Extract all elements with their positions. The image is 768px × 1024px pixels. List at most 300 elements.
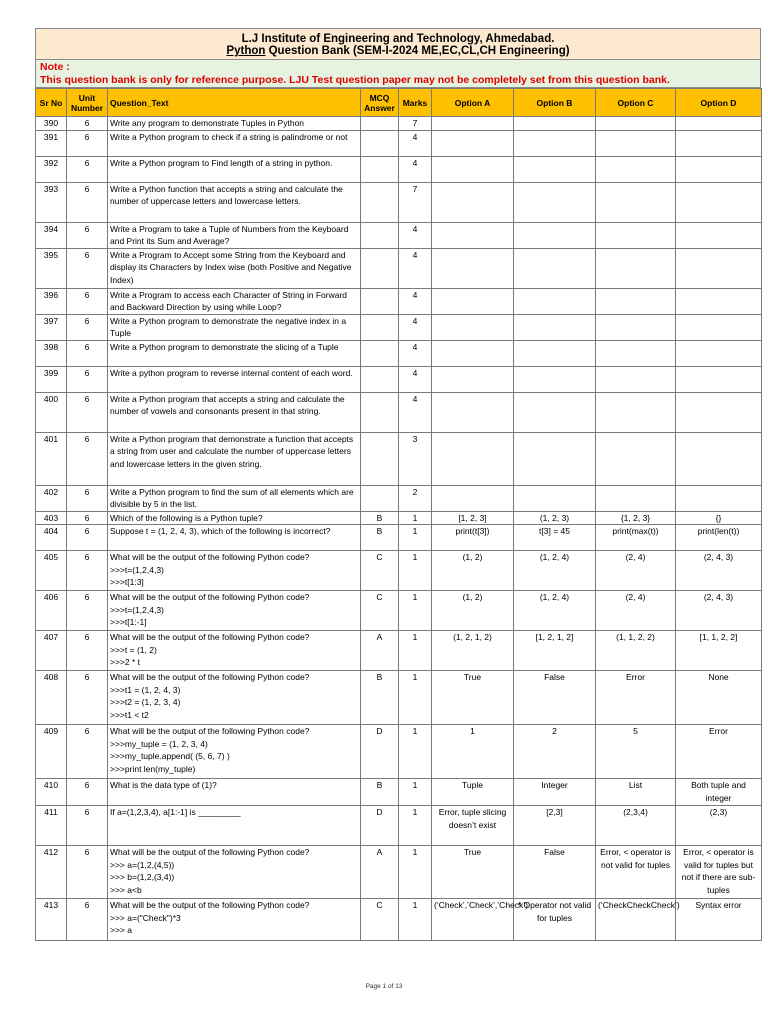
sr-no-cell: 390	[36, 117, 67, 131]
option-d-cell: (2,3)	[676, 806, 762, 846]
question-text-cell	[108, 314, 361, 340]
unit-number-cell: 6	[67, 846, 108, 899]
marks-cell: 4	[399, 156, 432, 182]
question-line: What will be the output of the following Python code?	[110, 672, 310, 682]
sr-no-cell: 392	[36, 156, 67, 182]
option-d-cell	[676, 182, 762, 222]
option-c-cell: (2, 4)	[596, 551, 676, 591]
marks-cell: 4	[399, 366, 432, 392]
question-line: Write a Python program to find the sum of all elements which are divisible by 5 in the list.	[110, 486, 356, 509]
question-line: >>>t1 < t2	[110, 709, 149, 720]
question-line: Suppose t = (1, 2, 4, 3), which of the following is incorrect?	[110, 526, 331, 536]
question-line: >>>my_tuple.append( (5, 6, 7) )	[110, 751, 230, 761]
table-row	[36, 366, 762, 392]
marks-cell: 1	[399, 846, 432, 899]
option-a-cell: True	[432, 846, 514, 899]
sr-no-cell: 412	[36, 846, 67, 899]
table-row	[36, 288, 762, 314]
questions-table	[35, 88, 762, 941]
option-b-cell	[514, 432, 596, 485]
mcq-answer-cell: B	[361, 525, 399, 551]
option-b-cell	[514, 366, 596, 392]
table-row	[36, 314, 762, 340]
option-b-cell	[514, 248, 596, 288]
mcq-answer-cell	[361, 117, 399, 131]
option-c-cell	[596, 130, 676, 156]
option-d-cell	[676, 130, 762, 156]
marks-cell: 4	[399, 340, 432, 366]
sr-no-cell: 391	[36, 130, 67, 156]
sr-no-cell: 402	[36, 485, 67, 511]
question-line: >>>t=(1,2,4,3)	[110, 604, 164, 615]
option-a-cell	[432, 288, 514, 314]
sr-no-cell: 393	[36, 182, 67, 222]
table-row	[36, 725, 762, 779]
subject-name: Python	[226, 45, 266, 57]
table-row	[36, 432, 762, 485]
sr-no-cell: 407	[36, 631, 67, 671]
col-header-unit-number: Unit Number	[67, 89, 108, 117]
option-b-cell	[514, 314, 596, 340]
unit-number-cell: 6	[67, 432, 108, 485]
sr-no-cell: 394	[36, 222, 67, 248]
option-d-cell: {}	[676, 511, 762, 525]
question-text-cell	[108, 130, 361, 156]
option-d-cell	[676, 432, 762, 485]
question-text-cell	[108, 631, 361, 671]
mcq-answer-cell	[361, 288, 399, 314]
question-text-cell	[108, 511, 361, 525]
unit-number-cell: 6	[67, 551, 108, 591]
marks-cell: 3	[399, 432, 432, 485]
unit-number-cell: 6	[67, 248, 108, 288]
question-line: Write any program to demonstrate Tuples in Python	[110, 118, 305, 128]
col-header-option-c: Option C	[596, 89, 676, 117]
question-text-cell	[108, 366, 361, 392]
question-line: What will be the output of the following Python code?	[110, 592, 310, 602]
marks-cell: 1	[399, 671, 432, 725]
question-line: If a=(1,2,3,4), a[1:-1] is _________	[110, 807, 241, 817]
option-c-cell: print(max(t))	[596, 525, 676, 551]
option-b-cell: False	[514, 671, 596, 725]
question-text-cell	[108, 288, 361, 314]
marks-cell: 7	[399, 117, 432, 131]
mcq-answer-cell	[361, 485, 399, 511]
option-d-cell	[676, 340, 762, 366]
unit-number-cell: 6	[67, 117, 108, 131]
question-line: Write a python program to reverse internal content of each word.	[110, 367, 353, 378]
sr-no-cell: 398	[36, 340, 67, 366]
question-text-cell	[108, 846, 361, 899]
option-c-cell	[596, 222, 676, 248]
question-bank-title-rest: Question Bank (SEM-I-2024 ME,EC,CL,CH Engineering)	[265, 45, 570, 57]
question-line: What will be the output of the following Python code?	[110, 900, 310, 910]
option-a-cell	[432, 314, 514, 340]
sr-no-cell: 401	[36, 432, 67, 485]
option-d-cell: Error	[676, 725, 762, 779]
question-line: >>> a=("Check")*3	[110, 912, 181, 923]
option-c-cell: (1, 1, 2, 2)	[596, 631, 676, 671]
mcq-answer-cell	[361, 340, 399, 366]
option-a-cell: 1	[432, 725, 514, 779]
option-b-cell: t[3] = 45	[514, 525, 596, 551]
mcq-answer-cell: C	[361, 899, 399, 941]
option-c-cell	[596, 485, 676, 511]
marks-cell: 4	[399, 222, 432, 248]
question-line: >>>print len(my_tuple)	[110, 763, 196, 774]
option-a-cell	[432, 392, 514, 432]
marks-cell: 4	[399, 314, 432, 340]
col-header-option-a: Option A	[432, 89, 514, 117]
option-c-cell: (2,3,4)	[596, 806, 676, 846]
table-row	[36, 806, 762, 846]
col-header-option-b: Option B	[514, 89, 596, 117]
sr-no-cell: 404	[36, 525, 67, 551]
question-text-cell	[108, 432, 361, 485]
sr-no-cell: 405	[36, 551, 67, 591]
option-b-cell: 2	[514, 725, 596, 779]
option-c-cell	[596, 314, 676, 340]
unit-number-cell: 6	[67, 392, 108, 432]
option-d-cell: (2, 4, 3)	[676, 551, 762, 591]
option-c-cell: List	[596, 779, 676, 806]
option-b-cell	[514, 222, 596, 248]
option-b-cell: (1, 2, 4)	[514, 551, 596, 591]
question-bank-title	[36, 45, 760, 57]
option-b-cell: False	[514, 846, 596, 899]
question-text-cell	[108, 340, 361, 366]
mcq-answer-cell	[361, 222, 399, 248]
option-a-cell: (1, 2)	[432, 551, 514, 591]
question-line: Write a Python program to check if a string is palindrome or not	[110, 131, 348, 142]
sr-no-cell: 410	[36, 779, 67, 806]
question-line: Write a Python program that demonstrate a function that accepts a string from user and calculate the number of uppercase letters and lowercase letters in the given string.	[110, 433, 356, 469]
option-c-cell: {1, 2, 3}	[596, 511, 676, 525]
mcq-answer-cell: D	[361, 725, 399, 779]
option-b-cell: * Operator not valid for tuples	[514, 899, 596, 941]
marks-cell: 7	[399, 182, 432, 222]
unit-number-cell: 6	[67, 806, 108, 846]
mcq-answer-cell	[361, 432, 399, 485]
option-c-cell	[596, 182, 676, 222]
unit-number-cell: 6	[67, 314, 108, 340]
col-header-question-text: Question_Text	[108, 89, 361, 117]
sr-no-cell: 400	[36, 392, 67, 432]
mcq-answer-cell: A	[361, 846, 399, 899]
unit-number-cell: 6	[67, 671, 108, 725]
option-b-cell	[514, 117, 596, 131]
question-text-cell	[108, 671, 361, 725]
unit-number-cell: 6	[67, 366, 108, 392]
question-line: >>>2 * t	[110, 657, 141, 667]
option-c-cell: (‘CheckCheckCheck’)	[596, 899, 676, 941]
option-a-cell	[432, 366, 514, 392]
institute-name: L.J Institute of Engineering and Technology, Ahmedabad.	[241, 33, 555, 45]
page-footer: Page 1 of 13	[365, 983, 403, 990]
option-c-cell: 5	[596, 725, 676, 779]
unit-number-cell: 6	[67, 779, 108, 806]
question-line: Write a Python program that accepts a string and calculate the number of vowels and consonants present in that string.	[110, 393, 348, 416]
sr-no-cell: 396	[36, 288, 67, 314]
option-b-cell: Integer	[514, 779, 596, 806]
question-line: What will be the output of the following Python code?	[110, 726, 310, 736]
mcq-answer-cell: B	[361, 671, 399, 725]
unit-number-cell: 6	[67, 631, 108, 671]
question-line: >>> a=(1,2,(4,5))	[110, 859, 175, 870]
note-label: Note :	[40, 61, 70, 73]
question-text-cell	[108, 117, 361, 131]
option-b-cell	[514, 288, 596, 314]
option-b-cell: (1, 2, 4)	[514, 591, 596, 631]
question-text-cell	[108, 591, 361, 631]
mcq-answer-cell: B	[361, 779, 399, 806]
marks-cell: 1	[399, 525, 432, 551]
option-d-cell	[676, 392, 762, 432]
question-line: Write a Python function that accepts a string and calculate the number of uppercase letters and lowercase letters.	[110, 183, 346, 206]
option-c-cell	[596, 366, 676, 392]
option-d-cell: Both tuple and integer	[676, 779, 762, 806]
col-header-marks: Marks	[399, 89, 432, 117]
question-line: Write a Python program to demonstrate the slicing of a Tuple	[110, 341, 339, 352]
sheet-header	[35, 28, 761, 60]
mcq-answer-cell	[361, 366, 399, 392]
option-d-cell: [1, 1, 2, 2]	[676, 631, 762, 671]
mcq-answer-cell: C	[361, 591, 399, 631]
sr-no-cell: 408	[36, 671, 67, 725]
option-c-cell: Error	[596, 671, 676, 725]
table-row	[36, 899, 762, 941]
table-row	[36, 485, 762, 511]
marks-cell: 1	[399, 779, 432, 806]
question-text-cell	[108, 551, 361, 591]
option-a-cell	[432, 248, 514, 288]
mcq-answer-cell	[361, 182, 399, 222]
question-line: >>>t[1:3]	[110, 577, 144, 587]
question-line: What will be the output of the following Python code?	[110, 632, 310, 642]
question-text-cell	[108, 222, 361, 248]
table-row	[36, 392, 762, 432]
unit-number-cell: 6	[67, 288, 108, 314]
col-header-option-d: Option D	[676, 89, 762, 117]
unit-number-cell: 6	[67, 525, 108, 551]
option-d-cell: None	[676, 671, 762, 725]
unit-number-cell: 6	[67, 725, 108, 779]
note-text: This question bank is only for reference purpose. LJU Test question paper may not be completely set from this question bank.	[40, 74, 670, 86]
table-row	[36, 846, 762, 899]
question-line: >>> a<b	[110, 884, 142, 895]
option-a-cell	[432, 485, 514, 511]
unit-number-cell: 6	[67, 591, 108, 631]
option-a-cell: print(t[3])	[432, 525, 514, 551]
mcq-answer-cell	[361, 130, 399, 156]
question-text-cell	[108, 525, 361, 551]
sr-no-cell: 406	[36, 591, 67, 631]
option-d-cell	[676, 485, 762, 511]
unit-number-cell: 6	[67, 511, 108, 525]
option-c-cell	[596, 432, 676, 485]
option-b-cell	[514, 392, 596, 432]
option-a-cell	[432, 222, 514, 248]
option-a-cell: (1, 2)	[432, 591, 514, 631]
marks-cell: 4	[399, 130, 432, 156]
table-row	[36, 631, 762, 671]
sr-no-cell: 397	[36, 314, 67, 340]
option-b-cell	[514, 340, 596, 366]
option-b-cell	[514, 485, 596, 511]
option-d-cell	[676, 222, 762, 248]
marks-cell: 4	[399, 288, 432, 314]
table-row	[36, 117, 762, 131]
option-b-cell: [2,3]	[514, 806, 596, 846]
question-line: Write a Python program to Find length of a string in python.	[110, 157, 333, 168]
option-a-cell	[432, 156, 514, 182]
question-line: Write a Python program to demonstrate the negative index in a Tuple	[110, 315, 349, 338]
option-d-cell	[676, 366, 762, 392]
option-b-cell	[514, 156, 596, 182]
option-a-cell	[432, 182, 514, 222]
option-d-cell: print(len(t))	[676, 525, 762, 551]
marks-cell: 1	[399, 551, 432, 591]
option-c-cell	[596, 248, 676, 288]
option-d-cell: Syntax error	[676, 899, 762, 941]
option-a-cell	[432, 432, 514, 485]
question-text-cell	[108, 248, 361, 288]
option-d-cell	[676, 288, 762, 314]
question-line: >>>my_tuple = (1, 2, 3, 4)	[110, 738, 208, 749]
mcq-answer-cell: B	[361, 511, 399, 525]
unit-number-cell: 6	[67, 899, 108, 941]
option-a-cell: Error, tuple slicing doesn’t exist	[432, 806, 514, 846]
unit-number-cell: 6	[67, 340, 108, 366]
table-row	[36, 248, 762, 288]
table-row	[36, 130, 762, 156]
marks-cell: 1	[399, 631, 432, 671]
table-row	[36, 156, 762, 182]
option-c-cell	[596, 117, 676, 131]
note-box	[35, 60, 761, 88]
question-text-cell	[108, 779, 361, 806]
sr-no-cell: 399	[36, 366, 67, 392]
questions-body	[36, 117, 762, 941]
question-line: >>> a	[110, 925, 132, 935]
marks-cell: 2	[399, 485, 432, 511]
question-line: >>> b=(1,2,(3,4))	[110, 872, 175, 882]
unit-number-cell: 6	[67, 485, 108, 511]
option-d-cell	[676, 248, 762, 288]
option-a-cell: (‘Check’,’Check’,’Check’)	[432, 899, 514, 941]
col-header-mcq-answer: MCQ Answer	[361, 89, 399, 117]
option-c-cell	[596, 288, 676, 314]
question-text-cell	[108, 182, 361, 222]
option-c-cell	[596, 156, 676, 182]
question-bank-sheet	[35, 28, 761, 941]
unit-number-cell: 6	[67, 222, 108, 248]
question-line: What will be the output of the following Python code?	[110, 847, 310, 857]
question-line: >>>t=(1,2,4,3)	[110, 564, 164, 575]
question-text-cell	[108, 485, 361, 511]
marks-cell: 1	[399, 899, 432, 941]
mcq-answer-cell	[361, 314, 399, 340]
mcq-answer-cell	[361, 156, 399, 182]
question-line: What is the data type of (1)?	[110, 780, 217, 790]
question-line: >>>t = (1, 2)	[110, 644, 157, 655]
mcq-answer-cell: C	[361, 551, 399, 591]
option-a-cell	[432, 130, 514, 156]
option-b-cell	[514, 182, 596, 222]
marks-cell: 4	[399, 248, 432, 288]
marks-cell: 1	[399, 511, 432, 525]
option-d-cell	[676, 117, 762, 131]
question-text-cell	[108, 899, 361, 941]
table-row	[36, 551, 762, 591]
option-c-cell: Error, < operator is not valid for tuples	[596, 846, 676, 899]
question-line: >>>t[1:-1]	[110, 617, 147, 627]
table-row	[36, 525, 762, 551]
col-header-sr-no: Sr No	[36, 89, 67, 117]
header-row	[36, 89, 762, 117]
question-line: >>>t2 = (1, 2, 3, 4)	[110, 697, 181, 707]
sr-no-cell: 395	[36, 248, 67, 288]
option-c-cell: (2, 4)	[596, 591, 676, 631]
table-row	[36, 591, 762, 631]
option-b-cell: (1, 2, 3)	[514, 511, 596, 525]
unit-number-cell: 6	[67, 130, 108, 156]
option-b-cell	[514, 130, 596, 156]
marks-cell: 4	[399, 392, 432, 432]
option-a-cell: [1, 2, 3]	[432, 511, 514, 525]
question-line: Write a Program to access each Character of String in Forward and Backward Direction by using while Loop?	[110, 289, 350, 312]
table-row	[36, 222, 762, 248]
option-a-cell: True	[432, 671, 514, 725]
sr-no-cell: 411	[36, 806, 67, 846]
table-row	[36, 340, 762, 366]
question-line: >>>t1 = (1, 2, 4, 3)	[110, 684, 181, 695]
mcq-answer-cell	[361, 392, 399, 432]
option-d-cell	[676, 314, 762, 340]
option-a-cell: (1, 2, 1, 2)	[432, 631, 514, 671]
unit-number-cell: 6	[67, 182, 108, 222]
marks-cell: 1	[399, 725, 432, 779]
mcq-answer-cell: D	[361, 806, 399, 846]
table-row	[36, 511, 762, 525]
sr-no-cell: 413	[36, 899, 67, 941]
option-a-cell	[432, 340, 514, 366]
option-c-cell	[596, 392, 676, 432]
question-line: Which of the following is a Python tuple?	[110, 512, 263, 523]
option-a-cell	[432, 117, 514, 131]
mcq-answer-cell: A	[361, 631, 399, 671]
option-d-cell: Error, < operator is valid for tuples but not if there are sub-tuples	[676, 846, 762, 899]
option-d-cell	[676, 156, 762, 182]
question-line: Write a Program to Accept some String from the Keyboard and display its Characters by Index wise (both Positive and Negative Index)	[110, 249, 354, 285]
sr-no-cell: 409	[36, 725, 67, 779]
question-text-cell	[108, 806, 361, 846]
question-line: What will be the output of the following Python code?	[110, 552, 310, 562]
question-text-cell	[108, 725, 361, 779]
option-a-cell: Tuple	[432, 779, 514, 806]
sr-no-cell: 403	[36, 511, 67, 525]
question-text-cell	[108, 156, 361, 182]
question-line: Write a Program to take a Tuple of Numbers from the Keyboard and Print its Sum and Average?	[110, 223, 351, 246]
option-b-cell: [1, 2, 1, 2]	[514, 631, 596, 671]
marks-cell: 1	[399, 591, 432, 631]
option-c-cell	[596, 340, 676, 366]
table-row	[36, 671, 762, 725]
table-row	[36, 779, 762, 806]
mcq-answer-cell	[361, 248, 399, 288]
unit-number-cell: 6	[67, 156, 108, 182]
question-text-cell	[108, 392, 361, 432]
